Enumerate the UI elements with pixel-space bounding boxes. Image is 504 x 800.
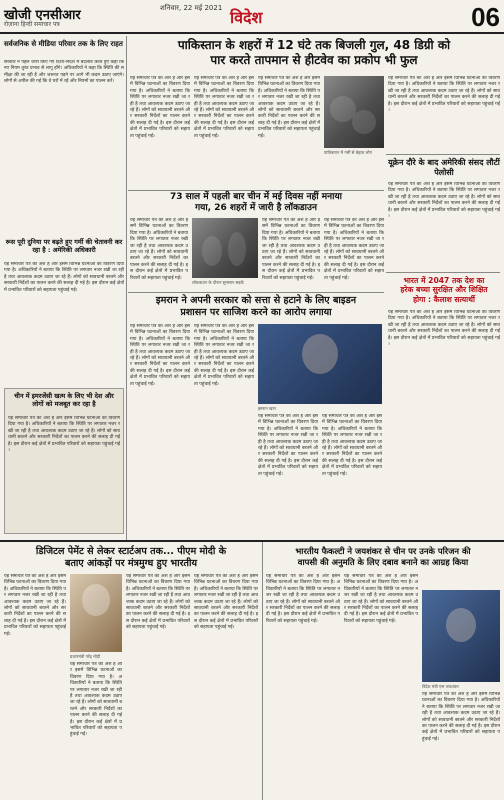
- china-story-photo: [192, 218, 258, 278]
- column-divider: [126, 36, 127, 540]
- photo-portrait-shape: [302, 334, 338, 374]
- imran-story-headline-line2: प्रशासन पर साजिश करने का आरोप लगाया: [180, 306, 332, 318]
- top-story-photo-caption: पाकिस्तान में गर्मी से बेहाल लोग: [324, 150, 372, 155]
- china-story-photo-caption: लॉकडाउन के दौरान सुनसान सड़कें: [192, 280, 244, 285]
- imran-story-photo-caption: इमरान खान: [258, 406, 276, 411]
- left-story-headline: सर्वजनिक से मीडिया परिवार तक के लिए राहत: [4, 40, 123, 48]
- modi-story-headline-line2: बताए आंकड़ों पर मंत्रमुग्ध हुए भारतीय: [64, 557, 198, 569]
- page-number: 06: [471, 2, 500, 32]
- newspaper-tagline: रोज़ाना हिन्दी समाचार पत्र: [4, 21, 60, 28]
- imran-story-photo: [258, 324, 382, 404]
- modi-story-headline: [4, 546, 258, 570]
- top-story-body-col1: यह समाचार पत्र का अंश है और इसमें विभिन्न घटनाओं का विवरण दिया गया है। अधिकारियों ने बताया कि स्थिति पर लगातार नजर रखी जा रही है तथा आवश्यक कदम उठाए जा रहे हैं। लोगों को सावधानी बरतने और सरकारी निर्देशों का पालन करने की सलाह दी गई है। इस दौरान कई क्षेत्रों में प्रभावित परिवारों को सहायता पहुंचाई गई।: [130, 76, 190, 139]
- jaishankar-story-body-col3: यह समाचार पत्र का अंश है और इसमें विभिन्न घटनाओं का विवरण दिया गया है। अधिकारियों ने बताया कि स्थिति पर लगातार नजर रखी जा रही है तथा आवश्यक कदम उठाए जा रहे हैं। लोगों को सावधानी बरतने और सरकारी निर्देशों का पालन करने की सलाह दी गई है। इस दौरान कई क्षेत्रों में प्रभावित परिवारों को सहायता पहुंचाई गई।: [422, 692, 500, 742]
- modi-story-photo-caption: प्रधानमंत्री नरेंद्र मोदी: [70, 654, 101, 659]
- modi-story-body-col1: यह समाचार पत्र का अंश है और इसमें विभिन्न घटनाओं का विवरण दिया गया है। अधिकारियों ने बताया कि स्थिति पर लगातार नजर रखी जा रही है तथा आवश्यक कदम उठाए जा रहे हैं। लोगों को सावधानी बरतने और सरकारी निर्देशों का पालन करने की सलाह दी गई है। इस दौरान कई क्षेत्रों में प्रभावित परिवारों को सहायता पहुंचाई गई।: [4, 574, 66, 637]
- imran-story-body-col3: यह समाचार पत्र का अंश है और इसमें विभिन्न घटनाओं का विवरण दिया गया है। अधिकारियों ने बताया कि स्थिति पर लगातार नजर रखी जा रही है तथा आवश्यक कदम उठाए जा रहे हैं। लोगों को सावधानी बरतने और सरकारी निर्देशों का पालन करने की सलाह दी गई है। इस दौरान कई क्षेत्रों में प्रभावित परिवारों को सहायता पहुंचाई गई।: [258, 414, 318, 477]
- jaishankar-story-headline-line2: वापसी की अनुमति के लिए दबाव बनाने का आग्रह किया: [297, 556, 469, 567]
- photo-figure-shape: [202, 236, 222, 266]
- photo-figure-shape: [228, 232, 246, 266]
- india-story-headline: [388, 276, 500, 304]
- jaishankar-story-body-col2: यह समाचार पत्र का अंश है और इसमें विभिन्न घटनाओं का विवरण दिया गया है। अधिकारियों ने बताया कि स्थिति पर लगातार नजर रखी जा रही है तथा आवश्यक कदम उठाए जा रहे हैं। लोगों को सावधानी बरतने और सरकारी निर्देशों का पालन करने की सलाह दी गई है। इस दौरान कई क्षेत्रों में प्रभावित परिवारों को सहायता पहुंचाई गई।: [344, 574, 418, 624]
- jaishankar-story-headline-line1: भारतीय फैकल्टी ने जयशंकर से चीन पर उनके परिजन की: [295, 546, 471, 556]
- modi-story-headline-line1: डिजिटल पेमेंट से लेकर स्टार्टअप तक... पीएम मोदी के: [35, 546, 227, 557]
- section-title: विदेश: [230, 8, 263, 27]
- top-story-body-col4: यह समाचार पत्र का अंश है और इसमें विभिन्न घटनाओं का विवरण दिया गया है। अधिकारियों ने बताया कि स्थिति पर लगातार नजर रखी जा रही है तथा आवश्यक कदम उठाए जा रहे हैं। लोगों को सावधानी बरतने और सरकारी निर्देशों का पालन करने की सलाह दी गई है। इस दौरान कई क्षेत्रों में प्रभावित परिवारों को सहायता पहुंचाई गई।: [388, 76, 500, 114]
- china-sidebar-body: यह समाचार पत्र का अंश है और इसमें विभिन्न घटनाओं का विवरण दिया गया है। अधिकारियों ने बताया कि स्थिति पर लगातार नजर रखी जा रही है तथा आवश्यक कदम उठाए जा रहे हैं। लोगों को सावधानी बरतने और सरकारी निर्देशों का पालन करने की सलाह दी गई है। इस दौरान कई क्षेत्रों में प्रभावित परिवारों को सहायता पहुंचाई गई।: [8, 416, 120, 454]
- imran-story-body-col4: यह समाचार पत्र का अंश है और इसमें विभिन्न घटनाओं का विवरण दिया गया है। अधिकारियों ने बताया कि स्थिति पर लगातार नजर रखी जा रही है तथा आवश्यक कदम उठाए जा रहे हैं। लोगों को सावधानी बरतने और सरकारी निर्देशों का पालन करने की सलाह दी गई है। इस दौरान कई क्षेत्रों में प्रभावित परिवारों को सहायता पहुंचाई गई।: [322, 414, 382, 477]
- issue-date: शनिवार, 22 मई 2021: [160, 4, 223, 12]
- imran-story-body-col1: यह समाचार पत्र का अंश है और इसमें विभिन्न घटनाओं का विवरण दिया गया है। अधिकारियों ने बताया कि स्थिति पर लगातार नजर रखी जा रही है तथा आवश्यक कदम उठाए जा रहे हैं। लोगों को सावधानी बरतने और सरकारी निर्देशों का पालन करने की सलाह दी गई है। इस दौरान कई क्षेत्रों में प्रभावित परिवारों को सहायता पहुंचाई गई।: [130, 324, 190, 387]
- newspaper-logo: खोजी एनसीआर: [4, 8, 81, 23]
- modi-story-body-col2: यह समाचार पत्र का अंश है और इसमें विभिन्न घटनाओं का विवरण दिया गया है। अधिकारियों ने बताया कि स्थिति पर लगातार नजर रखी जा रही है तथा आवश्यक कदम उठाए जा रहे हैं। लोगों को सावधानी बरतने और सरकारी निर्देशों का पालन करने की सलाह दी गई है। इस दौरान कई क्षेत्रों में प्रभावित परिवारों को सहायता पहुंचाई गई।: [70, 662, 122, 738]
- jaishankar-story-body-col1: यह समाचार पत्र का अंश है और इसमें विभिन्न घटनाओं का विवरण दिया गया है। अधिकारियों ने बताया कि स्थिति पर लगातार नजर रखी जा रही है तथा आवश्यक कदम उठाए जा रहे हैं। लोगों को सावधानी बरतने और सरकारी निर्देशों का पालन करने की सलाह दी गई है। इस दौरान कई क्षेत्रों में प्रभावित परिवारों को सहायता पहुंचाई गई।: [266, 574, 340, 624]
- pak-sidebar-headline: रूस पूरी दुनिया पर बढ़ते हुए गर्मी की चेतावनी कर रहा है : अमेरिकी अधिकारी: [5, 238, 123, 254]
- right-divider: [386, 154, 500, 155]
- china-sidebar-headline: चीन में इमरजेंसी खत्म के लिए भी देश और लोगों को मजबूत कर रहा है: [14, 392, 114, 408]
- india-story-headline-line1: भारत में 2047 तक देश का: [403, 276, 485, 285]
- china-story-body-col1: यह समाचार पत्र का अंश है और इसमें विभिन्न घटनाओं का विवरण दिया गया है। अधिकारियों ने बताया कि स्थिति पर लगातार नजर रखी जा रही है तथा आवश्यक कदम उठाए जा रहे हैं। लोगों को सावधानी बरतने और सरकारी निर्देशों का पालन करने की सलाह दी गई है। इस दौरान कई क्षेत्रों में प्रभावित परिवारों को सहायता पहुंचाई गई।: [130, 218, 188, 281]
- china-story-body-col2: यह समाचार पत्र का अंश है और इसमें विभिन्न घटनाओं का विवरण दिया गया है। अधिकारियों ने बताया कि स्थिति पर लगातार नजर रखी जा रही है तथा आवश्यक कदम उठाए जा रहे हैं। लोगों को सावधानी बरतने और सरकारी निर्देशों का पालन करने की सलाह दी गई है। इस दौरान कई क्षेत्रों में प्रभावित परिवारों को सहायता पहुंचाई गई।: [262, 218, 320, 281]
- jaishankar-story-headline: [266, 546, 500, 567]
- imran-story-headline-line1: इमरान ने अपनी सरकार को सत्ता से हटाने के लिए बाइडन: [155, 295, 357, 306]
- right-divider: [386, 272, 500, 273]
- photo-portrait-shape: [446, 608, 476, 642]
- masthead: [0, 0, 504, 34]
- china-story-headline: [128, 192, 384, 215]
- jaishankar-story-photo-caption: विदेश मंत्री एस जयशंकर: [422, 684, 459, 689]
- ukraine-story-body: यह समाचार पत्र का अंश है और इसमें विभिन्न घटनाओं का विवरण दिया गया है। अधिकारियों ने बताया कि स्थिति पर लगातार नजर रखी जा रही है तथा आवश्यक कदम उठाए जा रहे हैं। लोगों को सावधानी बरतने और सरकारी निर्देशों का पालन करने की सलाह दी गई है। इस दौरान कई क्षेत्रों में प्रभावित परिवारों को सहायता पहुंचाई गई।: [388, 182, 500, 220]
- india-story-headline-line2: हरेक बच्चा सुरक्षित और शिक्षित: [400, 285, 488, 295]
- top-story-headline-line2: पार करते तापमान से हीटवेव का प्रकोप भी फुल: [210, 53, 418, 67]
- top-story-headline-line1: पाकिस्तान के शहरों में 12 घंटे तक बिजली गुल, 48 डिग्री को: [177, 38, 451, 52]
- top-story-headline: [128, 38, 500, 68]
- china-story-headline-line2: गया, 26 शहरों में जारी है लॉकडाउन: [195, 203, 317, 214]
- story-divider: [128, 190, 384, 191]
- china-story-body-col3: यह समाचार पत्र का अंश है और इसमें विभिन्न घटनाओं का विवरण दिया गया है। अधिकारियों ने बताया कि स्थिति पर लगातार नजर रखी जा रही है तथा आवश्यक कदम उठाए जा रहे हैं। लोगों को सावधानी बरतने और सरकारी निर्देशों का पालन करने की सलाह दी गई है। इस दौरान कई क्षेत्रों में प्रभावित परिवारों को सहायता पहुंचाई गई।: [324, 218, 384, 281]
- photo-portrait-shape: [82, 584, 110, 616]
- bottom-section-divider: [0, 540, 504, 542]
- modi-story-body-col4: यह समाचार पत्र का अंश है और इसमें विभिन्न घटनाओं का विवरण दिया गया है। अधिकारियों ने बताया कि स्थिति पर लगातार नजर रखी जा रही है तथा आवश्यक कदम उठाए जा रहे हैं। लोगों को सावधानी बरतने और सरकारी निर्देशों का पालन करने की सलाह दी गई है। इस दौरान कई क्षेत्रों में प्रभावित परिवारों को सहायता पहुंचाई गई।: [194, 574, 258, 631]
- photo-crowd-shape: [352, 110, 376, 134]
- imran-story-body-col2: यह समाचार पत्र का अंश है और इसमें विभिन्न घटनाओं का विवरण दिया गया है। अधिकारियों ने बताया कि स्थिति पर लगातार नजर रखी जा रही है तथा आवश्यक कदम उठाए जा रहे हैं। लोगों को सावधानी बरतने और सरकारी निर्देशों का पालन करने की सलाह दी गई है। इस दौरान कई क्षेत्रों में प्रभावित परिवारों को सहायता पहुंचाई गई।: [194, 324, 254, 387]
- jaishankar-story-photo: [422, 590, 500, 682]
- india-story-headline-line3: होगा : कैलाश सत्यार्थी: [413, 294, 475, 304]
- imran-story-headline: [128, 295, 384, 319]
- top-story-body-col3: यह समाचार पत्र का अंश है और इसमें विभिन्न घटनाओं का विवरण दिया गया है। अधिकारियों ने बताया कि स्थिति पर लगातार नजर रखी जा रही है तथा आवश्यक कदम उठाए जा रहे हैं। लोगों को सावधानी बरतने और सरकारी निर्देशों का पालन करने की सलाह दी गई है। इस दौरान कई क्षेत्रों में प्रभावित परिवारों को सहायता पहुंचाई गई।: [258, 76, 320, 139]
- story-divider: [128, 292, 384, 293]
- china-story-headline-line1: 73 साल में पहली बार चीन में मई दिवस नहीं मनाया: [169, 192, 343, 202]
- modi-story-photo: [70, 574, 122, 652]
- left-story-body: सरकार ने पहले जारी किए गए दिशा-निर्देश में बदलाव करते हुए कहा कि नए नियम तुरंत प्रभाव से लागू होंगे। अधिकारियों ने कहा कि स्थिति की समीक्षा की जा रही है और जरूरत पड़ने पर आगे भी कदम उठाए जाएंगे। लोगों से अपील की गई कि वे घरों में रहें और नियमों का पालन करें।: [4, 60, 124, 85]
- top-story-body-col2: यह समाचार पत्र का अंश है और इसमें विभिन्न घटनाओं का विवरण दिया गया है। अधिकारियों ने बताया कि स्थिति पर लगातार नजर रखी जा रही है तथा आवश्यक कदम उठाए जा रहे हैं। लोगों को सावधानी बरतने और सरकारी निर्देशों का पालन करने की सलाह दी गई है। इस दौरान कई क्षेत्रों में प्रभावित परिवारों को सहायता पहुंचाई गई।: [194, 76, 254, 139]
- india-story-body: यह समाचार पत्र का अंश है और इसमें विभिन्न घटनाओं का विवरण दिया गया है। अधिकारियों ने बताया कि स्थिति पर लगातार नजर रखी जा रही है तथा आवश्यक कदम उठाए जा रहे हैं। लोगों को सावधानी बरतने और सरकारी निर्देशों का पालन करने की सलाह दी गई है। इस दौरान कई क्षेत्रों में प्रभावित परिवारों को सहायता पहुंचाई गई।: [388, 310, 500, 348]
- pak-sidebar-body: यह समाचार पत्र का अंश है और इसमें विभिन्न घटनाओं का विवरण दिया गया है। अधिकारियों ने बताया कि स्थिति पर लगातार नजर रखी जा रही है तथा आवश्यक कदम उठाए जा रहे हैं। लोगों को सावधानी बरतने और सरकारी निर्देशों का पालन करने की सलाह दी गई है। इस दौरान कई क्षेत्रों में प्रभावित परिवारों को सहायता पहुंचाई गई।: [4, 262, 124, 293]
- top-story-photo: [324, 76, 384, 148]
- bottom-column-divider: [262, 542, 263, 800]
- modi-story-body-col3: यह समाचार पत्र का अंश है और इसमें विभिन्न घटनाओं का विवरण दिया गया है। अधिकारियों ने बताया कि स्थिति पर लगातार नजर रखी जा रही है तथा आवश्यक कदम उठाए जा रहे हैं। लोगों को सावधानी बरतने और सरकारी निर्देशों का पालन करने की सलाह दी गई है। इस दौरान कई क्षेत्रों में प्रभावित परिवारों को सहायता पहुंचाई गई।: [126, 574, 190, 631]
- ukraine-story-headline: यूक्रेन दौरे के बाद अमेरिकी संसद लौटीं पेलोसी: [388, 158, 500, 177]
